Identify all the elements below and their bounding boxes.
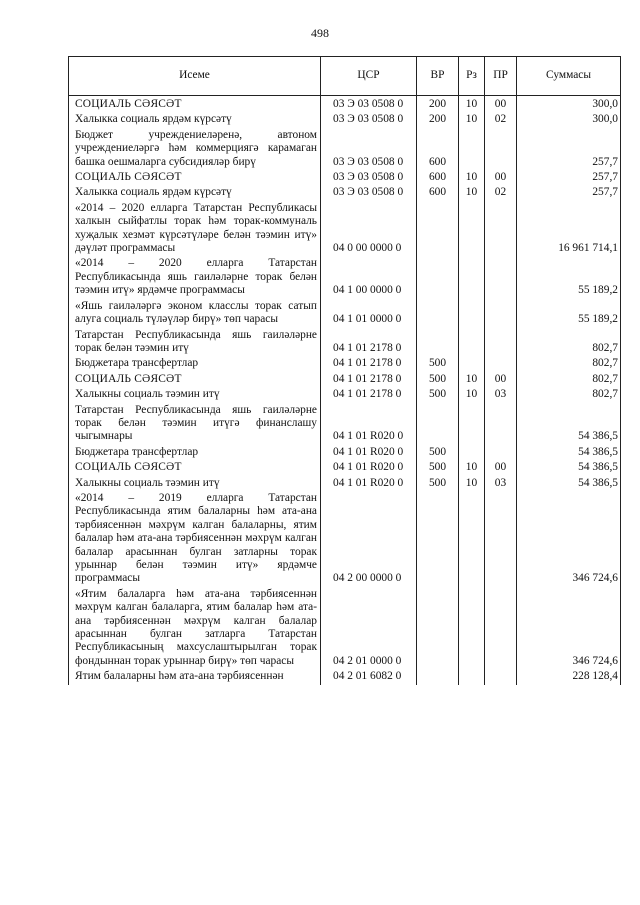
cell-csr: 03 Э 03 0508 0	[321, 96, 417, 113]
cell-vr: 500	[417, 372, 459, 387]
table-row	[69, 185, 621, 200]
table-row	[69, 328, 621, 357]
table-row	[69, 491, 621, 587]
cell-csr: 04 1 01 2178 0	[321, 372, 417, 387]
table-row	[69, 96, 621, 113]
cell-sum: 802,7	[517, 372, 621, 387]
cell-csr: 04 2 01 0000 0	[321, 587, 417, 669]
cell-rz	[459, 256, 485, 298]
cell-vr	[417, 669, 459, 684]
header-csr: ЦСР	[321, 57, 417, 96]
cell-name: Татарстан Республикасында яшь гаиләләрне торак белән тәэмин итү	[69, 328, 321, 357]
cell-rz	[459, 669, 485, 684]
cell-rz: 10	[459, 170, 485, 185]
cell-name: Халыкны социаль тәэмин итү	[69, 387, 321, 402]
table-row	[69, 445, 621, 460]
cell-rz: 10	[459, 460, 485, 475]
cell-csr: 04 1 00 0000 0	[321, 256, 417, 298]
cell-sum: 257,7	[517, 185, 621, 200]
cell-pr: 02	[485, 185, 517, 200]
cell-name: СОЦИАЛЬ СӘЯСӘТ	[69, 96, 321, 113]
cell-name: СОЦИАЛЬ СӘЯСӘТ	[69, 460, 321, 475]
header-vr: ВР	[417, 57, 459, 96]
budget-table-container	[68, 56, 620, 685]
cell-name: Халыкка социаль ярдәм күрсәтү	[69, 112, 321, 127]
cell-sum: 802,7	[517, 328, 621, 357]
table-row	[69, 460, 621, 475]
cell-vr: 500	[417, 476, 459, 491]
cell-sum: 54 386,5	[517, 460, 621, 475]
cell-vr: 600	[417, 128, 459, 170]
cell-pr	[485, 256, 517, 298]
cell-csr: 04 1 01 0000 0	[321, 299, 417, 328]
cell-sum: 55 189,2	[517, 256, 621, 298]
cell-vr: 200	[417, 112, 459, 127]
cell-name: «2014 – 2020 елларга Татарстан Республикасында яшь гаиләләрне торак белән тәэмин итү» ярдәмче программасы	[69, 256, 321, 298]
cell-csr: 04 1 01 2178 0	[321, 356, 417, 371]
cell-name: Бюджетара трансфертлар	[69, 445, 321, 460]
cell-vr: 500	[417, 460, 459, 475]
cell-vr	[417, 587, 459, 669]
cell-rz: 10	[459, 96, 485, 113]
cell-rz: 10	[459, 185, 485, 200]
table-row	[69, 387, 621, 402]
cell-sum: 346 724,6	[517, 587, 621, 669]
cell-rz: 10	[459, 476, 485, 491]
cell-name: «2014 – 2020 елларга Татарстан Республикасы халкын сыйфатлы торак һәм торак-коммуналь хуҗалык хезмәт күрсәтүләре белән тәэмин итү» дәүләт программасы	[69, 201, 321, 257]
cell-name: «2014 – 2019 елларга Татарстан Республикасында ятим балаларны һәм ата-ана тәрбиясеннән мәхрүм калган балаларны, ятим балалар һәм ата-ана тәрбиясеннән мәхрүм калган балалар арасыннан булган затларны торак урыннар белән тәэмин итү» ярдәмче программасы	[69, 491, 321, 587]
table-row	[69, 128, 621, 170]
cell-name: Халыкка социаль ярдәм күрсәтү	[69, 185, 321, 200]
cell-pr	[485, 587, 517, 669]
table-body	[69, 96, 621, 685]
cell-sum: 300,0	[517, 112, 621, 127]
cell-rz	[459, 587, 485, 669]
cell-name: «Ятим балаларга һәм ата-ана тәрбиясеннән мәхрүм калган балаларга, ятим балалар һәм ата-ана тәрбиясеннән мәхрүм калган балалар арасыннан булган затларга Татарстан Республикасының махсуслаштырылган торак фондыннан торак урыннар бирү» төп чарасы	[69, 587, 321, 669]
cell-vr: 500	[417, 445, 459, 460]
cell-csr: 04 1 01 R020 0	[321, 460, 417, 475]
cell-csr: 03 Э 03 0508 0	[321, 185, 417, 200]
table-row	[69, 403, 621, 445]
cell-name: Халыкны социаль тәэмин итү	[69, 476, 321, 491]
cell-pr: 03	[485, 387, 517, 402]
cell-pr	[485, 356, 517, 371]
table-row	[69, 372, 621, 387]
table-row	[69, 201, 621, 257]
table-header	[69, 57, 621, 96]
cell-rz	[459, 201, 485, 257]
cell-name: Бюджетара трансфертлар	[69, 356, 321, 371]
cell-rz	[459, 299, 485, 328]
cell-vr: 500	[417, 356, 459, 371]
cell-sum: 54 386,5	[517, 476, 621, 491]
cell-pr: 00	[485, 96, 517, 113]
cell-csr: 04 1 01 R020 0	[321, 476, 417, 491]
cell-rz	[459, 328, 485, 357]
cell-csr: 04 2 01 6082 0	[321, 669, 417, 684]
cell-vr	[417, 328, 459, 357]
cell-sum: 257,7	[517, 170, 621, 185]
page-number: 498	[311, 26, 329, 40]
cell-sum: 16 961 714,1	[517, 201, 621, 257]
cell-pr: 02	[485, 112, 517, 127]
cell-pr	[485, 403, 517, 445]
header-sum: Суммасы	[517, 57, 621, 96]
table-row	[69, 256, 621, 298]
cell-pr	[485, 445, 517, 460]
table-row	[69, 356, 621, 371]
cell-pr: 00	[485, 372, 517, 387]
cell-vr	[417, 256, 459, 298]
cell-vr	[417, 491, 459, 587]
cell-csr: 03 Э 03 0508 0	[321, 112, 417, 127]
cell-pr	[485, 128, 517, 170]
cell-pr	[485, 328, 517, 357]
cell-name: СОЦИАЛЬ СӘЯСӘТ	[69, 170, 321, 185]
cell-sum: 228 128,4	[517, 669, 621, 684]
cell-vr: 500	[417, 387, 459, 402]
cell-vr: 200	[417, 96, 459, 113]
cell-pr: 00	[485, 170, 517, 185]
cell-sum: 802,7	[517, 356, 621, 371]
cell-sum: 55 189,2	[517, 299, 621, 328]
cell-name: «Яшь гаиләләргә эконом класслы торак сатып алуга социаль түләүләр бирү» төп чарасы	[69, 299, 321, 328]
header-name: Исеме	[69, 57, 321, 96]
cell-name: Татарстан Республикасында яшь гаиләләрне торак белән тәэмин итүгә финанслашу чыгымнары	[69, 403, 321, 445]
cell-rz	[459, 356, 485, 371]
cell-vr	[417, 403, 459, 445]
table-row	[69, 299, 621, 328]
cell-csr: 04 1 01 2178 0	[321, 387, 417, 402]
cell-vr: 600	[417, 185, 459, 200]
cell-sum: 346 724,6	[517, 491, 621, 587]
cell-csr: 04 1 01 2178 0	[321, 328, 417, 357]
cell-sum: 802,7	[517, 387, 621, 402]
table-row	[69, 587, 621, 669]
cell-name: СОЦИАЛЬ СӘЯСӘТ	[69, 372, 321, 387]
cell-pr	[485, 201, 517, 257]
cell-pr: 00	[485, 460, 517, 475]
header-rz: Рз	[459, 57, 485, 96]
cell-pr: 03	[485, 476, 517, 491]
cell-rz: 10	[459, 387, 485, 402]
cell-rz	[459, 491, 485, 587]
cell-pr	[485, 491, 517, 587]
table-row	[69, 170, 621, 185]
cell-rz: 10	[459, 112, 485, 127]
cell-sum: 300,0	[517, 96, 621, 113]
cell-sum: 54 386,5	[517, 403, 621, 445]
cell-csr: 04 0 00 0000 0	[321, 201, 417, 257]
cell-rz: 10	[459, 372, 485, 387]
cell-csr: 04 1 01 R020 0	[321, 445, 417, 460]
cell-csr: 03 Э 03 0508 0	[321, 128, 417, 170]
table-row	[69, 112, 621, 127]
cell-pr	[485, 299, 517, 328]
cell-vr	[417, 299, 459, 328]
cell-rz	[459, 403, 485, 445]
cell-sum: 54 386,5	[517, 445, 621, 460]
cell-csr: 04 1 01 R020 0	[321, 403, 417, 445]
cell-rz	[459, 445, 485, 460]
cell-name: Бюджет учреждениеләренә, автоном учреждениеләргә һәм коммерциягә карамаган башка оешмаларга субсидияләр бирү	[69, 128, 321, 170]
cell-vr	[417, 201, 459, 257]
cell-csr: 04 2 00 0000 0	[321, 491, 417, 587]
cell-name: Ятим балаларны һәм ата-ана тәрбиясеннән	[69, 669, 321, 684]
cell-vr: 600	[417, 170, 459, 185]
cell-rz	[459, 128, 485, 170]
cell-sum: 257,7	[517, 128, 621, 170]
budget-table	[68, 56, 621, 685]
table-row	[69, 669, 621, 684]
table-row	[69, 476, 621, 491]
header-pr: ПР	[485, 57, 517, 96]
cell-pr	[485, 669, 517, 684]
cell-csr: 03 Э 03 0508 0	[321, 170, 417, 185]
